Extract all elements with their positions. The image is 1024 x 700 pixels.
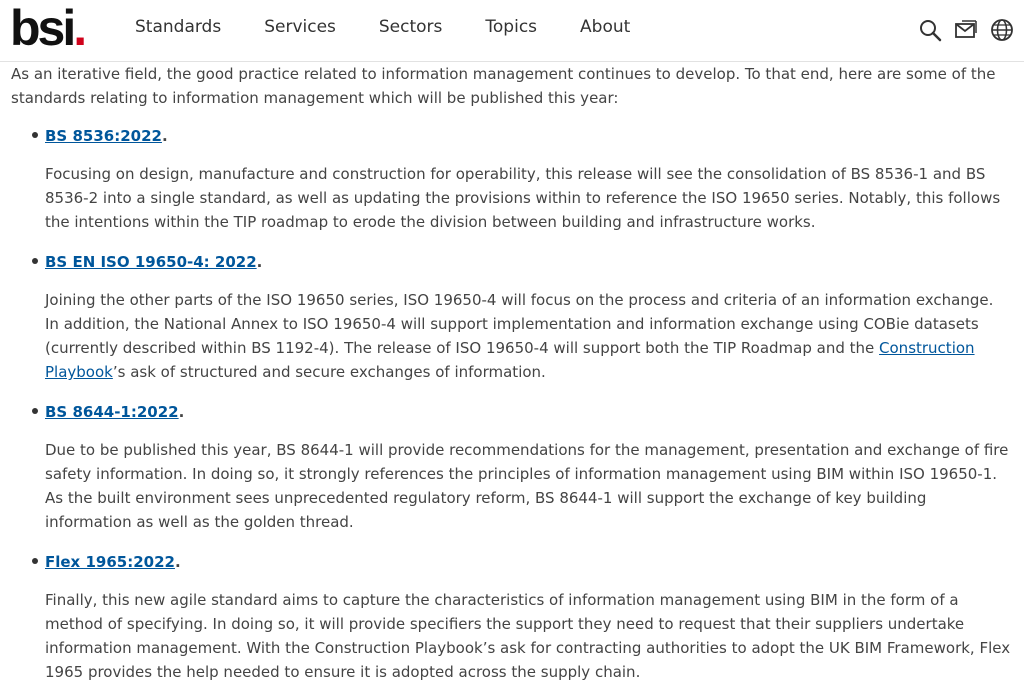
standards-list: [11, 124, 1011, 684]
intro-paragraph: As an iterative field, the good practice related to information management continues to develop. To that end, here are some of the standards relating to information management which will be published this year:: [11, 65, 996, 107]
title-period: .: [161, 127, 168, 145]
description-text: Joining the other parts of the ISO 19650 series, ISO 19650-4 will focus on the process and criteria of an information exchange. In addition, the National Annex to ISO 19650-4 will support implementation and information exchange using COBie datasets (currently described within BS 1192-4). The release of ISO 19650-4 will support both the TIP Roadmap and the: [45, 291, 994, 357]
list-item: [11, 124, 1011, 234]
standard-link[interactable]: BS EN ISO 19650-4: 2022: [45, 253, 257, 271]
list-item: [11, 250, 1011, 384]
main-nav: [135, 16, 673, 38]
standard-title: [45, 250, 1011, 274]
nav-standards[interactable]: Standards: [135, 17, 222, 37]
standard-title: [45, 124, 1011, 148]
nav-sectors[interactable]: Sectors: [378, 17, 443, 37]
site-header: [0, 0, 1024, 62]
title-period: .: [174, 553, 181, 571]
logo-text: bsi: [10, 0, 74, 56]
standard-title: [45, 550, 1011, 574]
standard-description: Due to be published this year, BS 8644-1 will provide recommendations for the management, presentation and exchange of fire safety information. In doing so, it strongly references the principles of information management using BIM within ISO 19650-1. As the built environment sees unprecedented regulatory reform, BS 8644-1 will support the exchange of key building information as well as the golden thread.: [45, 441, 1009, 531]
description-text: ’s ask of structured and secure exchanges of information.: [112, 363, 546, 381]
globe-icon[interactable]: [990, 18, 1014, 42]
standard-description: Finally, this new agile standard aims to capture the characteristics of information management using BIM in the form of a method of specifying. In doing so, it will provide specifiers the support they need to request that their suppliers undertake information management. With the Construction Playbook’s ask for contracting authorities to adopt the UK BIM Framework, Flex 1965 provides the help needed to ensure it is adopted across the supply chain.: [45, 591, 1011, 681]
standard-link[interactable]: BS 8644-1:2022: [45, 403, 179, 421]
standard-link[interactable]: Flex 1965:2022: [45, 553, 175, 571]
nav-services[interactable]: Services: [264, 17, 336, 37]
standard-title: [45, 400, 1011, 424]
nav-topics[interactable]: Topics: [485, 17, 538, 37]
title-period: .: [178, 403, 185, 421]
nav-about[interactable]: About: [580, 17, 631, 37]
standard-description: Focusing on design, manufacture and construction for operability, this release will see the consolidation of BS 8536-1 and BS 8536-2 into a single standard, as well as updating the provisions within to reference the ISO 19650 series. Notably, this follows the intentions within the TIP roadmap to erode the division between building and infrastructure works.: [45, 165, 1001, 231]
title-period: .: [256, 253, 263, 271]
standard-link[interactable]: BS 8536:2022: [45, 127, 162, 145]
bsi-logo[interactable]: [10, 0, 84, 56]
list-item: [11, 550, 1011, 684]
logo-dot: .: [73, 0, 85, 56]
article-content: [11, 62, 1011, 700]
search-icon[interactable]: [918, 18, 942, 42]
list-item: [11, 400, 1011, 534]
email-icon[interactable]: [954, 18, 978, 42]
standard-description: [45, 288, 1011, 384]
header-icons: [918, 18, 1014, 42]
construction-playbook-link[interactable]: Construction Playbook: [45, 339, 975, 381]
